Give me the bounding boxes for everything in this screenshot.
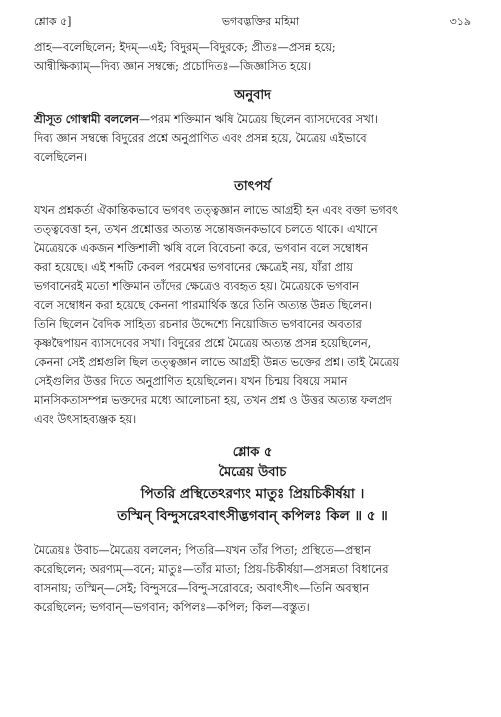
purport-line: সেইগুলির উত্তর দিতে অনুপ্রাণিত হয়েছিলেন। যখন চিন্ময় বিষয়ে সমান (34, 375, 348, 388)
translation-line-rest: —পরম শক্তিমান ঋষি মৈত্রেয় ছিলেন ব্যাসদেবের সখা। (138, 113, 379, 126)
synonyms-line: প্রাহ—বলেছিলেন; ইদম্—এই; বিদুরম্—বিদুরকে; প্রীতঃ—প্রসন্ন হয়ে; (34, 41, 336, 54)
purport-line: কেননা সেই প্রশ্নগুলি ছিল তত্ত্বজ্ঞান লাভে আগ্রহী উন্নত ভক্তের প্রশ্ন। তাই মৈত্রেয় (34, 356, 400, 369)
purport-line: কৃষ্ণদ্বৈপায়ন ব্যাসদেবের সখা। বিদুরের প্রশ্নে মৈত্রেয় অত্যন্ত প্রসন্ন হয়েছিলেন, (34, 337, 372, 350)
purport-line: মৈত্রেয়কে একজন শক্তিশালী ঋষি বলে বিবেচনা করে, ভগবান বলে সম্বোধন (34, 242, 369, 255)
synonyms-line: আন্বীক্ষিক্যাম্—দিব্য জ্ঞান সম্বন্ধে; প্রচোদিতঃ—জিজ্ঞাসিত হয়ে। (34, 60, 312, 73)
synonyms-line: বাসনায়; তস্মিন্—সেই; বিন্দুসরে—বিন্দু-সরোবরে; অবাৎসীৎ—তিনি অবস্থান (34, 582, 370, 595)
translation-line (34, 110, 471, 129)
purport-line: ভগবানেরই মতো শক্তিমান তাঁদের ক্ষেত্রেও ব্যবহৃত হয়। মৈত্রেয়কে ভগবান (34, 280, 359, 293)
translation-line: দিব্য জ্ঞান সম্বন্ধে বিদুরের প্রশ্নে অনুপ্রাণিত এবং প্রসন্ন হয়ে, মৈত্রেয় এইভাবে (34, 132, 367, 145)
purport-line: তত্ত্ববেত্তা হন, তখন প্রশ্নোত্তর অত্যন্ত সন্তোষজনকভাবে চলতে থাকে। এখানে (34, 223, 378, 236)
purport-line: মানসিকতাসম্পন্ন ভক্তদের মধ্যে আলোচনা হয়, তখন প্রশ্ন ও উত্তর অত্যন্ত ফলপ্রদ (34, 394, 392, 407)
verse-line: পিতরি প্রস্থিতেঽরণ্যং মাতুঃ প্রিয়চিকীর্ষয়া । (140, 486, 365, 502)
purport-line: করা হয়েছে। এই শব্দটি কেবল পরমেশ্বর ভগবানের ক্ষেত্রেই নয়, যাঁরা প্রায় (34, 261, 353, 274)
page-number: ৩১৯ (449, 15, 471, 28)
purport-line: বলে সম্বোধন করা হয়েছে কেননা পারমার্থিক স্তরে তিনি অত্যন্ত উন্নত ছিলেন। (34, 299, 372, 312)
purport-line: এবং উৎসাহব্যঞ্জক হয়। (34, 413, 137, 426)
verse-label: শ্লোক ৫ (232, 445, 273, 460)
page-header (34, 14, 471, 30)
word-synonyms (34, 541, 471, 617)
synonyms-line: করেছিলেন; অরণ্যম্—বনে; মাতুঃ—তাঁর মাতা; প্রিয়-চিকীর্ষয়া—প্রসন্নতা বিধানের (34, 563, 389, 576)
verse-reference: শ্লোক ৫] (34, 15, 72, 28)
purport-line: যখন প্রশ্নকর্তা ঐকান্তিকভাবে ভগবৎ তত্ত্বজ্ঞান লাভে আগ্রহী হন এবং বক্তা ভগবৎ (34, 204, 399, 217)
purport-line: তিনি ছিলেন বৈদিক সাহিত্য রচনার উদ্দেশ্যে নিয়োজিত ভগবানের অবতার (34, 318, 362, 331)
translation-line: বলেছিলেন। (34, 151, 88, 164)
synonyms-line: মৈত্রেয়ঃ উবাচ—মৈত্রেয় বললেন; পিতরি—যখন তাঁর পিতা; প্রস্থিতে—প্রস্থান (34, 544, 371, 557)
translation-text (34, 110, 471, 167)
purport-text (34, 201, 471, 429)
verse-line: তস্মিন্ বিন্দুসরেঽবাৎসীদ্ভগবান্ কপিলঃ কিল ॥ ৫ ॥ (117, 508, 388, 524)
verse-block (34, 443, 471, 527)
verse-speaker: মৈত্রেয় উবাচ (218, 465, 287, 480)
purport-heading: তাৎপর্য (234, 179, 271, 194)
running-title: ভগবদ্ভক্তির মহিমা (221, 15, 300, 28)
translation-speaker: শ্রীসূত গোস্বামী বললেন (34, 112, 139, 126)
synonyms-line: করেছিলেন; ভগবান্—ভগবান; কপিলঃ—কপিল; কিল—বস্তুত। (34, 601, 310, 614)
translation-heading: অনুবাদ (234, 88, 271, 103)
synonyms-continued (34, 38, 471, 76)
